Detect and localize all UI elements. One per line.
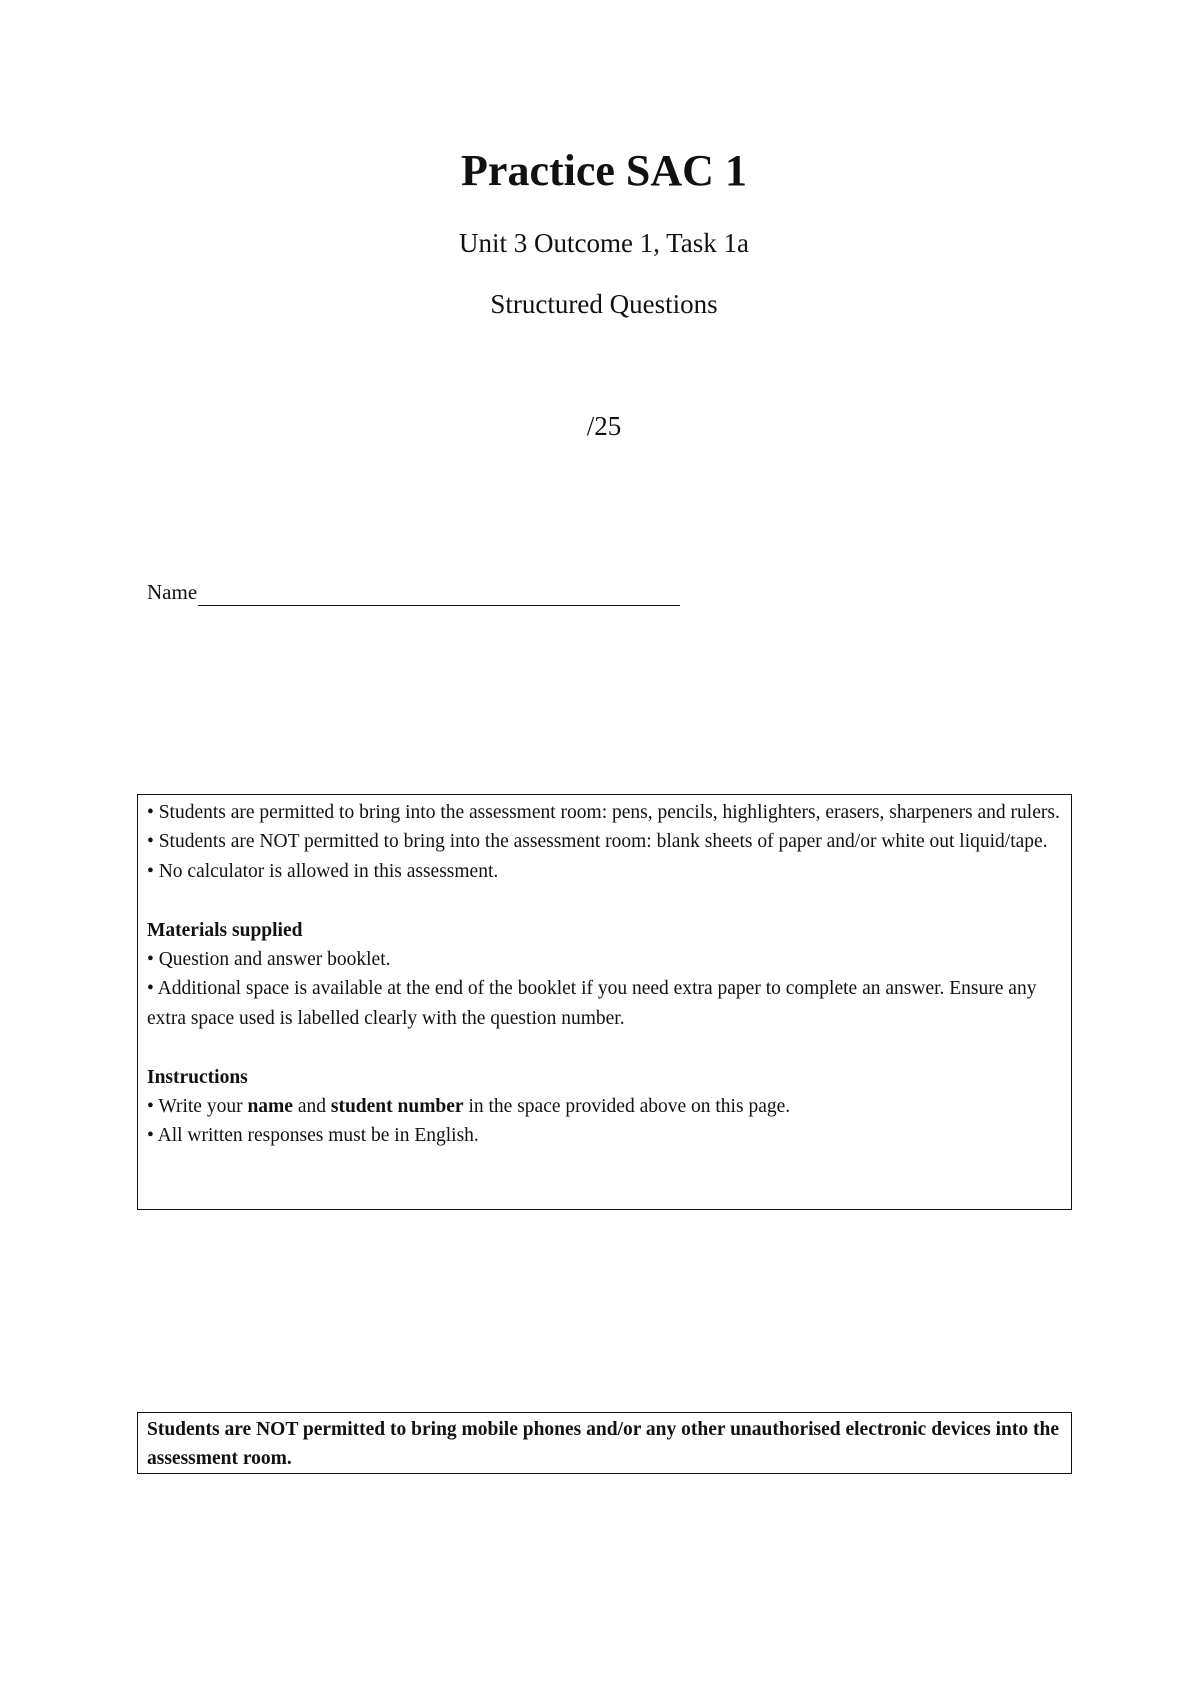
materials-item: • Question and answer booklet. [147, 949, 391, 971]
instruction-text: and [292, 1096, 331, 1118]
materials-item: • Additional space is available at the end of the booklet if you need extra paper to complete an answer. Ensure any extra space used is labelled clearly with the question number. [147, 978, 1037, 1029]
spacer [147, 886, 1063, 915]
mobile-phone-warning-box [137, 1412, 1072, 1474]
assessment-rules-box [137, 794, 1072, 1210]
total-score: /25 [586, 411, 622, 441]
instruction-bold-student-number: student number [330, 1096, 464, 1118]
instruction-bold-name: name [247, 1096, 293, 1118]
spacer [147, 1033, 1063, 1062]
task-type-line: Structured Questions [490, 289, 718, 319]
instructions-heading: Instructions [147, 1066, 248, 1088]
instruction-text: • Write your [147, 1096, 248, 1118]
materials-heading: Materials supplied [147, 919, 303, 941]
warning-text: Students are NOT permitted to bring mobile phones and/or any other unauthorised electronic devices into the assessment room. [147, 1419, 1060, 1470]
rule-item: • No calculator is allowed in this assessment. [147, 860, 499, 882]
instruction-text: in the space provided above on this page. [463, 1096, 791, 1118]
instruction-item [147, 1092, 1063, 1121]
name-field [147, 578, 680, 606]
name-blank-line[interactable] [198, 584, 680, 606]
rule-item: • Students are NOT permitted to bring into the assessment room: blank sheets of paper and/or white out liquid/tape. [147, 831, 1048, 853]
rule-item: • Students are permitted to bring into the assessment room: pens, pencils, highlighters, erasers, sharpeners and rulers. [147, 802, 1060, 823]
instruction-item: • All written responses must be in English. [147, 1125, 479, 1147]
unit-outcome-line: Unit 3 Outcome 1, Task 1a [458, 228, 750, 258]
page-title: Practice SAC 1 [461, 146, 747, 195]
name-label: Name [147, 580, 198, 604]
